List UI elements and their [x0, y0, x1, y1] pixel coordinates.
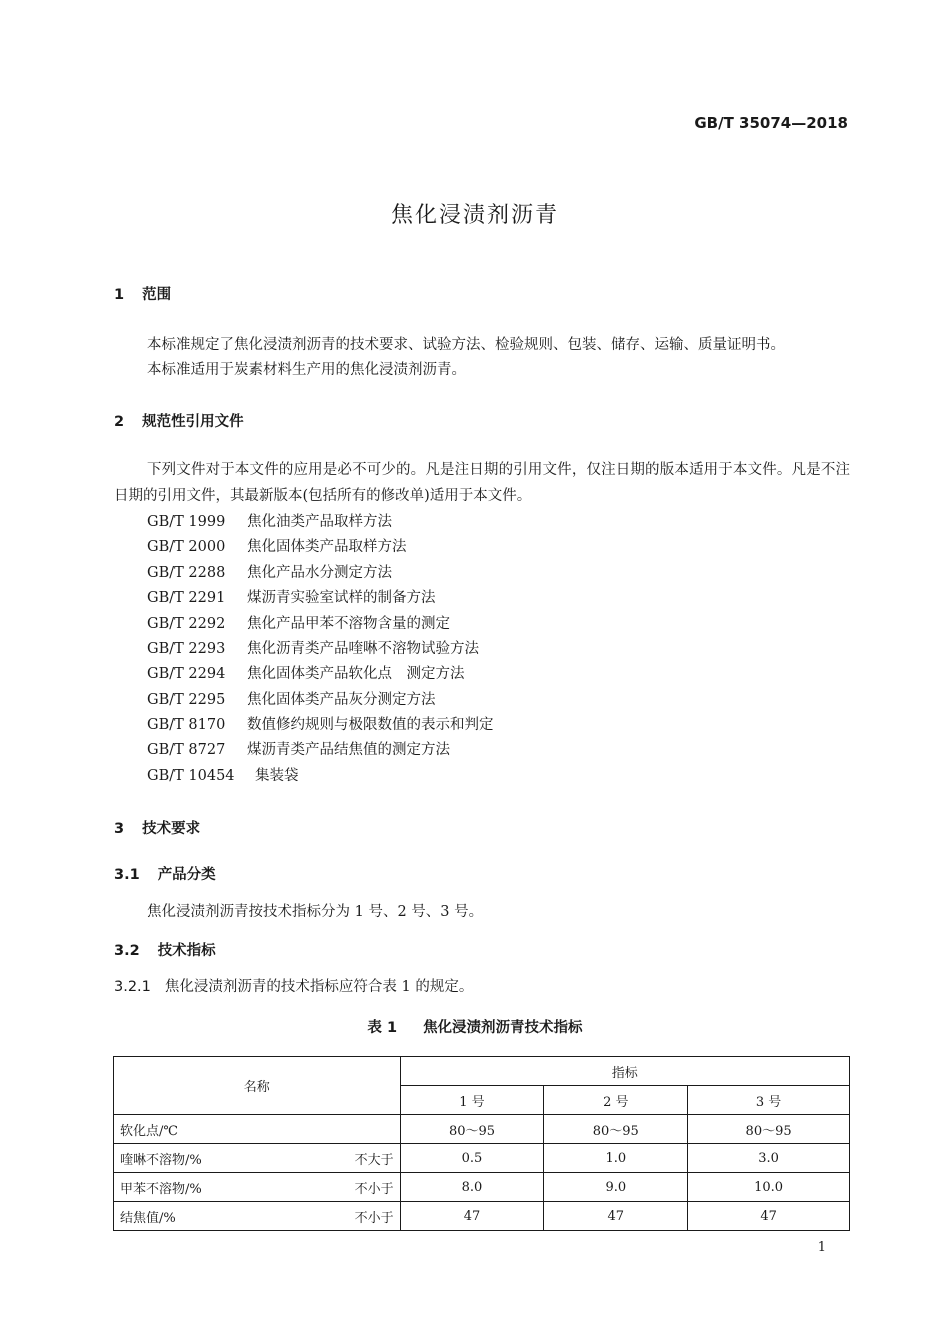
reference-item — [147, 637, 479, 658]
table-cell: 80～95 — [688, 1115, 850, 1144]
reference-code: GB/T 1999 — [147, 514, 226, 530]
row-name-cell — [114, 1173, 401, 1202]
reference-title: 焦化油类产品取样方法 — [247, 514, 392, 530]
table-cell: 47 — [544, 1202, 688, 1231]
clause-3-2-1 — [114, 975, 473, 996]
row-name: 甲苯不溶物/% — [120, 1181, 202, 1197]
document-title: 焦化浸渍剂沥青 — [390, 203, 559, 228]
reference-item — [147, 612, 450, 633]
table-header-row — [114, 1057, 850, 1086]
reference-code: GB/T 8170 — [147, 717, 226, 733]
paragraph: 下列文件对于本文件的应用是必不可少的。凡是注日期的引用文件，仅注日期的版本适用于本文件。凡是不注日期的引用文件，其最新版本(包括所有的修改单)适用于本文件。 — [114, 462, 850, 504]
paragraph: 焦化浸渍剂沥青按技术指标分为 1 号、2 号、3 号。 — [147, 904, 484, 920]
paragraph: 本标准适用于炭素材料生产用的焦化浸渍剂沥青。 — [147, 362, 466, 378]
section-3-heading — [114, 817, 200, 838]
reference-code: GB/T 2291 — [147, 590, 226, 606]
row-name-cell — [114, 1115, 401, 1144]
header-index: 指标 — [400, 1057, 849, 1086]
reference-title: 焦化固体类产品灰分测定方法 — [247, 692, 436, 708]
section-title: 技术指标 — [157, 943, 216, 959]
table-cell: 47 — [688, 1202, 850, 1231]
section-number: 2 — [114, 414, 125, 430]
section-title: 规范性引用文件 — [142, 414, 244, 430]
paragraph: 本标准规定了焦化浸渍剂沥青的技术要求、试验方法、检验规则、包装、储存、运输、质量证明书。 — [147, 337, 785, 353]
header-grade: 3 号 — [688, 1086, 850, 1115]
row-limit: 不小于 — [354, 1181, 394, 1197]
page-number: 1 — [817, 1240, 826, 1255]
section-2-heading — [114, 410, 244, 431]
reference-item — [147, 586, 436, 607]
reference-item — [147, 688, 436, 709]
reference-item — [147, 764, 299, 785]
table-row — [114, 1173, 850, 1202]
header-grade: 2 号 — [544, 1086, 688, 1115]
header-name: 名称 — [114, 1057, 401, 1115]
row-name: 结焦值/% — [120, 1210, 176, 1226]
table-caption — [0, 1016, 950, 1037]
section-number: 3.1 — [114, 867, 140, 883]
table-cell: 47 — [400, 1202, 544, 1231]
table-row — [114, 1202, 850, 1231]
section-title: 产品分类 — [157, 867, 216, 883]
reference-title: 煤沥青实验室试样的制备方法 — [247, 590, 436, 606]
section-3-2-heading — [114, 939, 216, 960]
reference-code: GB/T 2295 — [147, 692, 226, 708]
header-grade: 1 号 — [400, 1086, 544, 1115]
reference-title: 焦化固体类产品取样方法 — [247, 539, 407, 555]
reference-title: 焦化产品甲苯不溶物含量的测定 — [247, 616, 450, 632]
section-title: 技术要求 — [142, 821, 201, 837]
reference-title: 集装袋 — [255, 768, 299, 784]
reference-title: 数值修约规则与极限数值的表示和判定 — [247, 717, 494, 733]
table-caption-title: 焦化浸渍剂沥青技术指标 — [423, 1020, 583, 1036]
clause-number: 3.2.1 — [114, 979, 151, 995]
reference-item — [147, 561, 392, 582]
table-cell: 10.0 — [688, 1173, 850, 1202]
section-number: 1 — [114, 287, 125, 303]
row-name-cell — [114, 1144, 401, 1173]
section-title: 范围 — [142, 287, 172, 303]
section-3-1-heading — [114, 863, 216, 884]
table-cell: 3.0 — [688, 1144, 850, 1173]
table-cell: 80～95 — [400, 1115, 544, 1144]
reference-code: GB/T 2000 — [147, 539, 226, 555]
reference-code: GB/T 8727 — [147, 742, 226, 758]
reference-item — [147, 738, 450, 759]
table-cell: 9.0 — [544, 1173, 688, 1202]
table-cell: 1.0 — [544, 1144, 688, 1173]
reference-item — [147, 510, 392, 531]
reference-item — [147, 535, 407, 556]
reference-code: GB/T 10454 — [147, 768, 235, 784]
table-row — [114, 1115, 850, 1144]
section-number: 3 — [114, 821, 125, 837]
section-1-heading — [114, 283, 171, 304]
row-name: 喹啉不溶物/% — [120, 1152, 202, 1168]
table-caption-label: 表 1 — [367, 1020, 398, 1036]
row-limit: 不大于 — [354, 1152, 394, 1168]
reference-code: GB/T 2292 — [147, 616, 226, 632]
reference-item — [147, 662, 465, 683]
standard-number: GB/T 35074—2018 — [694, 114, 848, 132]
reference-title: 煤沥青类产品结焦值的测定方法 — [247, 742, 450, 758]
clause-text: 焦化浸渍剂沥青的技术指标应符合表 1 的规定。 — [164, 979, 474, 995]
spec-table — [113, 1056, 850, 1231]
reference-title: 焦化固体类产品软化点 测定方法 — [247, 666, 465, 682]
row-name-cell — [114, 1202, 401, 1231]
reference-title: 焦化沥青类产品喹啉不溶物试验方法 — [247, 641, 479, 657]
table-cell: 8.0 — [400, 1173, 544, 1202]
row-limit: 不小于 — [354, 1210, 394, 1226]
reference-code: GB/T 2294 — [147, 666, 226, 682]
table-cell: 0.5 — [400, 1144, 544, 1173]
section-number: 3.2 — [114, 943, 140, 959]
table-row — [114, 1144, 850, 1173]
reference-code: GB/T 2288 — [147, 565, 226, 581]
reference-title: 焦化产品水分测定方法 — [247, 565, 392, 581]
reference-item — [147, 713, 494, 734]
row-name: 软化点/℃ — [120, 1123, 178, 1139]
table-cell: 80～95 — [544, 1115, 688, 1144]
reference-code: GB/T 2293 — [147, 641, 226, 657]
